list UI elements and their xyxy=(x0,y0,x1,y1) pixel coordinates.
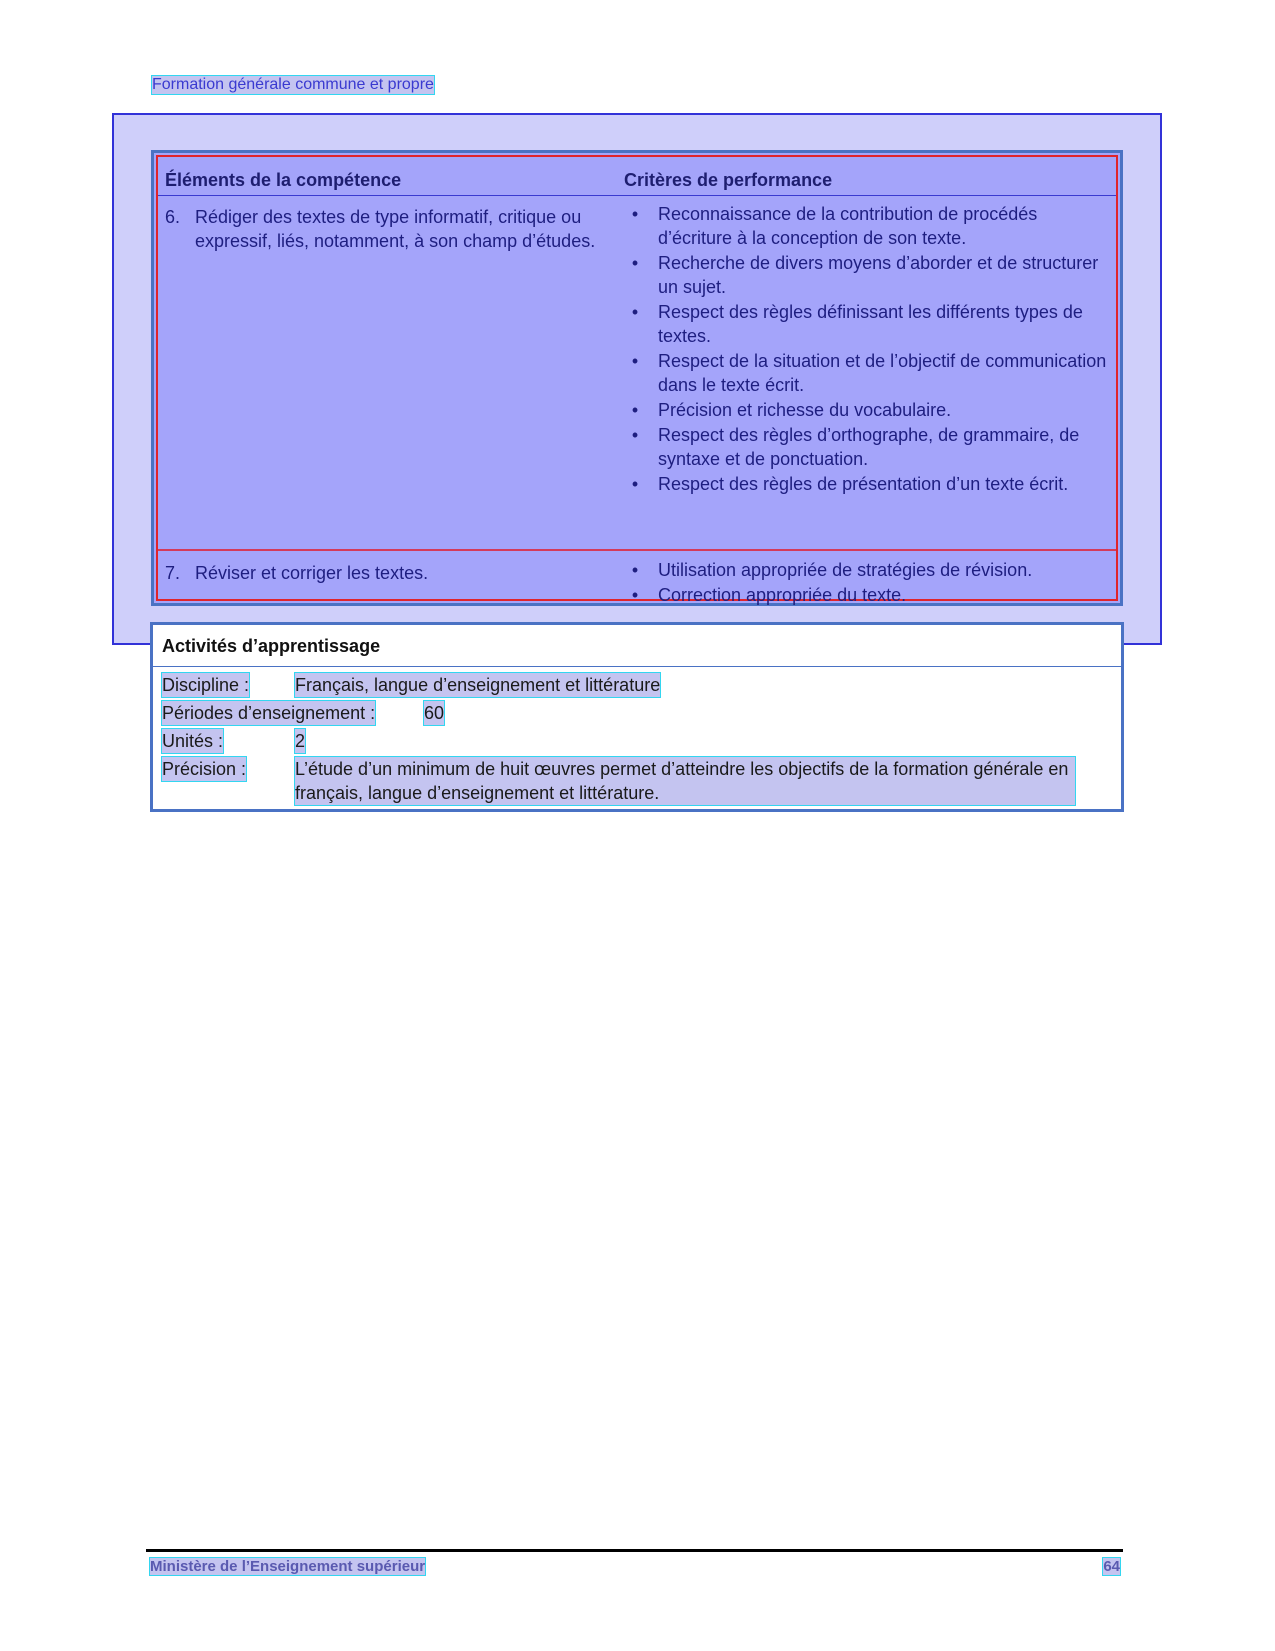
row-divider xyxy=(158,549,1116,551)
periods-label: Périodes d’enseignement : xyxy=(162,703,376,723)
column-header-elements: Éléments de la compétence xyxy=(165,170,402,190)
periods-value: 60 xyxy=(424,703,445,723)
bullet-icon: • xyxy=(631,351,639,371)
criterion-item: • Respect des règles définissant les différents types de textes. xyxy=(628,300,1108,348)
column-header-criteria: Critères de performance xyxy=(624,170,833,190)
activities-divider xyxy=(153,666,1121,667)
bullet-icon: • xyxy=(631,204,639,224)
criteria-list-7 xyxy=(628,558,1108,608)
discipline-value: Français, langue d’enseignement et littérature xyxy=(295,675,661,695)
element-number: 7. xyxy=(165,563,181,583)
criterion-item: • Correction appropriée du texte. xyxy=(628,583,1108,607)
criterion-item: • Respect des règles d’orthographe, de grammaire, de syntaxe et de ponctuation. xyxy=(628,423,1108,471)
footer-rule xyxy=(146,1549,1123,1552)
criterion-item: • Respect des règles de présentation d’un texte écrit. xyxy=(628,472,1108,496)
running-title: Formation générale commune et propre xyxy=(152,76,434,93)
criterion-item: • Recherche de divers moyens d’aborder et de structurer un sujet. xyxy=(628,251,1108,299)
criterion-item: • Précision et richesse du vocabulaire. xyxy=(628,398,1108,422)
criterion-item: • Respect de la situation et de l’objectif de communication dans le texte écrit. xyxy=(628,349,1108,397)
footer-ministry: Ministère de l’Enseignement supérieur xyxy=(150,1558,426,1575)
header-divider xyxy=(158,195,1116,196)
element-text: Réviser et corriger les textes. xyxy=(195,563,429,583)
element-text: Rédiger des textes de type informatif, critique ou expressif, liés, notamment, à son champ d’études. xyxy=(195,207,596,251)
criterion-item: • Utilisation appropriée de stratégies de révision. xyxy=(628,558,1108,582)
bullet-icon: • xyxy=(631,302,639,322)
element-row-6 xyxy=(165,205,635,253)
criteria-list-6 xyxy=(628,202,1108,497)
bullet-icon: • xyxy=(631,560,639,580)
precision-value: L’étude d’un minimum de huit œuvres permet d’atteindre les objectifs de la formation générale en français, langue d’enseignement et littérature. xyxy=(295,757,1075,805)
bullet-icon: • xyxy=(631,400,639,420)
precision-label: Précision : xyxy=(162,759,247,779)
bullet-icon: • xyxy=(631,425,639,445)
activities-title: Activités d’apprentissage xyxy=(162,636,381,656)
bullet-icon: • xyxy=(631,253,639,273)
discipline-label: Discipline : xyxy=(162,675,250,695)
competence-table xyxy=(151,150,1123,606)
element-number: 6. xyxy=(165,207,181,227)
page-number: 64 xyxy=(1103,1558,1120,1575)
units-label: Unités : xyxy=(162,731,224,751)
competence-table-inner xyxy=(156,155,1118,605)
element-row-7 xyxy=(165,561,635,585)
activities-box xyxy=(150,622,1124,812)
criterion-item: • Reconnaissance de la contribution de procédés d’écriture à la conception de son texte. xyxy=(628,202,1108,250)
bullet-icon: • xyxy=(631,474,639,494)
units-value: 2 xyxy=(295,731,306,751)
bullet-icon: • xyxy=(631,585,639,605)
